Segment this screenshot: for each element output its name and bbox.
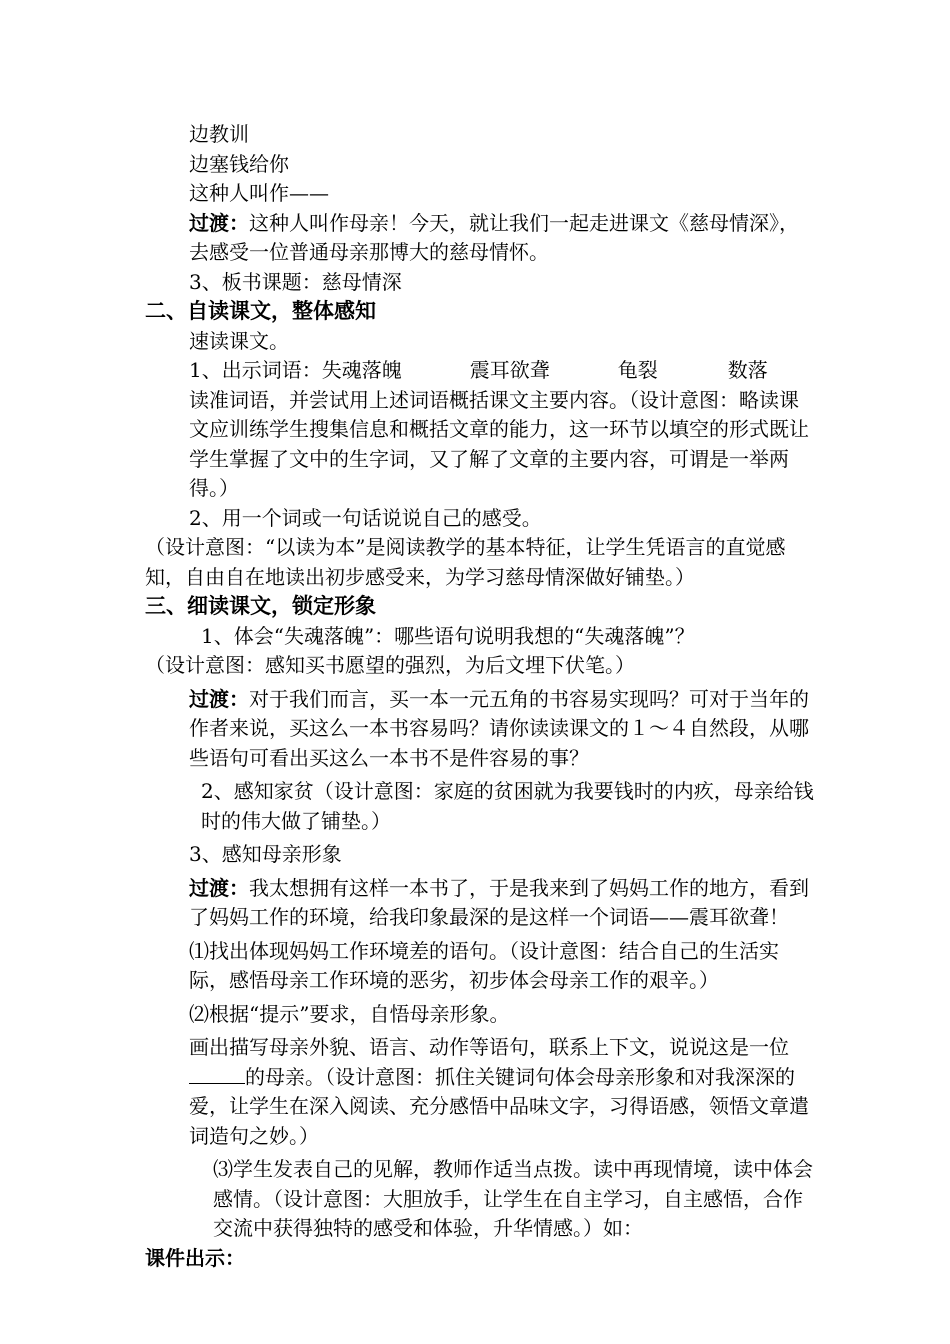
section-heading: 三、细读课文，锁定形象 bbox=[145, 594, 376, 618]
text-line: 边塞钱给你 bbox=[189, 151, 289, 176]
vocabulary-line bbox=[145, 356, 815, 386]
section-heading: 二、自读课文，整体感知 bbox=[145, 299, 376, 323]
paragraph-text: 这种人叫作母亲！今天，就让我们一起走进课文《慈母情深》，去感受一位普通母亲那博大的慈母情怀。 bbox=[189, 210, 799, 264]
paragraph: 3、板书课题：慈母情深 bbox=[189, 269, 402, 294]
courseware-heading: 课件出示： bbox=[145, 1245, 245, 1270]
paragraph: 2、用一个词或一句话说说自己的感受。 bbox=[189, 505, 542, 530]
paragraph: 速读课文。 bbox=[189, 328, 289, 353]
document-body bbox=[145, 120, 815, 1273]
paragraph-text: 对于我们而言，买一本一元五角的书容易实现吗？可对于当年的作者来说，买这么一本书容易吗？请你读读课文的１～４自然段，从哪些语句可看出买这么一本书不是件容易的事？ bbox=[189, 686, 809, 770]
paragraph: ⑴找出体现妈妈工作环境差的语句。（设计意图：结合自己的生活实际，感悟母亲工作环境的恶劣，初步体会母亲工作的艰辛。） bbox=[189, 938, 779, 992]
transition-paragraph bbox=[145, 209, 815, 268]
transition-paragraph bbox=[145, 874, 815, 933]
fill-blank bbox=[189, 1065, 245, 1084]
paragraph: （设计意图：感知买书愿望的强烈，为后文埋下伏笔。） bbox=[145, 653, 635, 677]
paragraph-text: 画出描写母亲外貌、语言、动作等语句，联系上下文，说说这是一位 bbox=[189, 1035, 789, 1059]
paragraph: 读准词语，并尝试用上述词语概括课文主要内容。（设计意图：略读课文应训练学生搜集信息和概括文章的能力，这一环节以填空的形式既让学生掌握了文中的生字词，又了解了文章的主要内容，可谓是一举两得。） bbox=[189, 387, 809, 500]
transition-label: 过渡： bbox=[189, 210, 249, 235]
vocabulary-word: 数落 bbox=[727, 358, 768, 382]
vocabulary-word: 震耳欲聋 bbox=[469, 358, 550, 382]
transition-paragraph bbox=[145, 685, 815, 774]
paragraph: 3、感知母亲形象 bbox=[189, 842, 342, 866]
transition-label: 过渡： bbox=[189, 875, 249, 900]
paragraph: ⑵根据“提示”要求，自悟母亲形象。 bbox=[189, 1001, 510, 1026]
transition-label: 过渡： bbox=[189, 686, 249, 711]
paragraph-text: 的母亲。（设计意图：抓住关键词句体会母亲形象和对我深深的爱，让学生在深入阅读、充分感悟中品味文字，习得语感，领悟文章遣词造句之妙。） bbox=[189, 1064, 809, 1148]
text-line: 边教训 bbox=[189, 122, 249, 146]
text-line: 这种人叫作—— bbox=[189, 181, 329, 205]
paragraph bbox=[145, 1033, 815, 1151]
paragraph: 1、体会“失魂落魄”：哪些语句说明我想的“失魂落魄”？ bbox=[201, 623, 695, 648]
vocabulary-word: 龟裂 bbox=[617, 358, 658, 382]
paragraph: （设计意图：“以读为本”是阅读教学的基本特征，让学生凭语言的直觉感知，自由自在地读出初步感受来，为学习慈母情深做好铺垫。） bbox=[145, 535, 786, 589]
paragraph: 2、感知家贫（设计意图：家庭的贫困就为我要钱时的内疚，母亲给钱时的伟大做了铺垫。） bbox=[201, 779, 814, 833]
vocabulary-prefix: 1、出示词语：失魂落魄 bbox=[189, 358, 402, 382]
paragraph-text: 我太想拥有这样一本书了，于是我来到了妈妈工作的地方，看到了妈妈工作的环境，给我印象最深的是这样一个词语——震耳欲聋！ bbox=[189, 875, 809, 929]
paragraph: ⑶学生发表自己的见解，教师作适当点拨。读中再现情境，读中体会感情。（设计意图：大胆放手，让学生在自主学习，自主感悟，合作交流中获得独特的感受和体验，升华情感。）如： bbox=[213, 1157, 813, 1240]
